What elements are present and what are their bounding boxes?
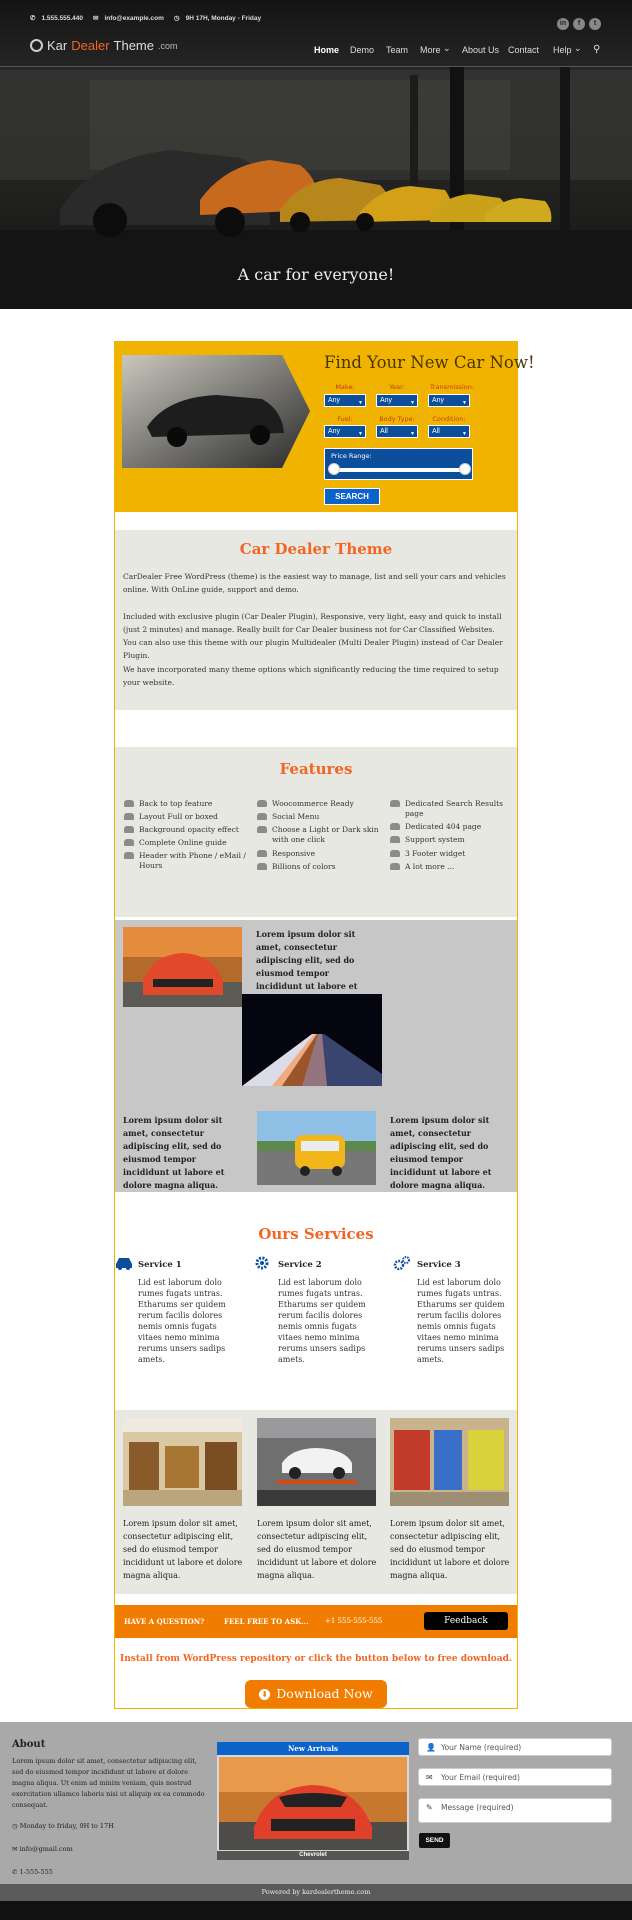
car-icon xyxy=(390,836,400,843)
condition-value: All xyxy=(432,428,440,435)
feature-label: Dedicated Search Results page xyxy=(405,799,504,818)
install-text: Install from WordPress repository or click the button below to free download. xyxy=(120,1654,512,1664)
feature-item xyxy=(272,799,384,809)
top-contact-bar xyxy=(30,14,261,22)
footer-about-title: About xyxy=(12,1739,46,1750)
send-button[interactable]: SEND xyxy=(419,1833,450,1848)
facebook-icon[interactable]: f xyxy=(573,18,585,30)
finder-title: Find Your New Car Now! xyxy=(324,353,535,372)
site-logo[interactable] xyxy=(30,38,178,53)
dropdown-arrow-icon: ▼ xyxy=(358,400,363,406)
about-title: Car Dealer Theme xyxy=(239,540,393,558)
feature-item xyxy=(405,849,517,859)
store-text-2: Lorem ipsum dolor sit amet, consectetur adipiscing elit, sed do eiusmod tempor incididunt ut labore et dolore magna aliqua. xyxy=(257,1519,377,1580)
light-trails-photo xyxy=(242,994,382,1086)
car-icon xyxy=(390,850,400,857)
yellow-van-photo xyxy=(257,1111,376,1185)
chevron-down-icon[interactable]: ⌄ xyxy=(443,43,451,53)
logo-ring-icon xyxy=(30,39,43,52)
top-phone: 1.555.555.440 xyxy=(41,14,84,22)
question-label: HAVE A QUESTION? xyxy=(124,1617,205,1626)
price-range-label: Price Range: xyxy=(331,452,372,460)
footer-hours-text: Monday to friday, 9H to 17H xyxy=(19,1822,114,1830)
nav-more[interactable]: More xyxy=(420,45,441,55)
feature-item xyxy=(139,812,251,822)
feature-label: Choose a Light or Dark skin with one click xyxy=(272,825,379,844)
transmission-value: Any xyxy=(432,397,445,404)
car-icon xyxy=(124,826,134,833)
feature-label: Billions of colors xyxy=(272,862,336,871)
email-icon: ✉ xyxy=(93,15,99,22)
search-button[interactable]: SEARCH xyxy=(324,488,380,505)
footer-email-text[interactable]: info@gmail.com xyxy=(19,1845,73,1853)
body-type-label: Body Type: xyxy=(379,415,415,423)
download-icon: ⬇ xyxy=(259,1689,270,1700)
feature-item xyxy=(405,835,517,845)
new-arrivals-title: New Arrivals xyxy=(217,1742,409,1755)
gallery-text-2: Lorem ipsum dolor sit amet, consectetur adipiscing elit, sed do eiusmod tempor incididunt ut labore et dolore magna aliqua. xyxy=(123,1115,225,1190)
price-min-handle[interactable] xyxy=(328,463,340,475)
car-icon xyxy=(124,813,134,820)
top-email[interactable]: info@example.com xyxy=(104,14,164,22)
gears-icon xyxy=(393,1255,411,1271)
ask-label: FEEL FREE TO ASK... xyxy=(224,1617,309,1626)
message-placeholder: Message (required) xyxy=(441,1803,514,1812)
nav-demo[interactable]: Demo xyxy=(350,45,375,55)
dropdown-arrow-icon: ▼ xyxy=(462,400,467,406)
pencil-icon: ✎ xyxy=(426,1803,433,1812)
feature-label: Dedicated 404 page xyxy=(405,822,482,831)
mustang-photo xyxy=(122,355,310,468)
nav-divider xyxy=(0,66,632,67)
fuel-select[interactable] xyxy=(324,425,366,438)
name-placeholder: Your Name (required) xyxy=(441,1743,522,1752)
car-icon xyxy=(124,852,134,859)
feature-item xyxy=(139,825,251,835)
feature-label: Complete Online guide xyxy=(139,838,227,847)
footer-about-text: Lorem ipsum dolor sit amet, consectetur adipiscing elit, sed do eiusmod tempor incididunt ut labore et dolore magna aliqua. Ut enim ad minim veniam, quis nostrud exercitation ullamco laboris nisi ut aliquip ex ea commodo consequat. xyxy=(12,1757,205,1809)
feature-label: Header with Phone / eMail / Hours xyxy=(139,851,246,870)
feature-item xyxy=(272,812,384,822)
nav-home[interactable]: Home xyxy=(314,45,340,55)
fuel-label: Fuel: xyxy=(337,415,353,423)
nav-help[interactable]: Help xyxy=(553,45,572,55)
nav-team[interactable]: Team xyxy=(386,45,409,55)
feature-label: Support system xyxy=(405,835,465,844)
feature-label: Responsive xyxy=(272,849,316,858)
logo-domain: .com xyxy=(158,40,178,51)
nav-about[interactable]: About Us xyxy=(462,45,500,55)
make-label: Make: xyxy=(335,383,355,391)
feature-label: Woocommerce Ready xyxy=(272,799,354,808)
email-input[interactable] xyxy=(418,1768,612,1786)
download-button[interactable] xyxy=(245,1680,387,1708)
year-select[interactable] xyxy=(376,394,418,407)
fuel-value: Any xyxy=(328,428,341,435)
feature-item xyxy=(139,851,251,871)
car-icon xyxy=(124,800,134,807)
footer-hours xyxy=(12,1821,114,1832)
linkedin-icon[interactable]: in xyxy=(557,18,569,30)
footer-email[interactable] xyxy=(12,1844,73,1855)
price-range xyxy=(324,448,473,480)
name-input[interactable] xyxy=(418,1738,612,1756)
features-title: Features xyxy=(279,760,353,778)
gallery-text-1: Lorem ipsum dolor sit amet, consectetur adipiscing elit, sed do eiusmod tempor incididunt ut labore et xyxy=(256,929,358,991)
logo-suffix: Theme xyxy=(113,38,154,53)
car-icon xyxy=(390,823,400,830)
top-hours: 9H 17H, Monday - Friday xyxy=(185,14,262,22)
year-value: Any xyxy=(380,397,393,404)
feature-item xyxy=(405,862,517,872)
envelope-icon: ✉ xyxy=(426,1773,433,1782)
logo-brand: Dealer xyxy=(71,38,110,53)
feature-label: 3 Footer widget xyxy=(405,849,466,858)
service-3-text: Lid est laborum dolo rumes fugats untras. Etharums ser quidem rerum facilis dolores nemis omnis fugats vitaes nemo minima rerums unsers sadips amets. xyxy=(417,1278,505,1364)
footer-phone xyxy=(12,1867,53,1878)
service-1-text: Lid est laborum dolo rumes fugats untras. Etharums ser quidem rerum facilis dolores nemis omnis fugats vitaes nemo minima rerums unsers sadips amets. xyxy=(138,1278,226,1364)
service-2-title: Service 2 xyxy=(278,1260,322,1270)
search-icon[interactable]: ⚲ xyxy=(593,44,601,55)
body-type-value: All xyxy=(380,428,388,435)
feature-item xyxy=(272,849,384,859)
gallery-text-3: Lorem ipsum dolor sit amet, consectetur adipiscing elit, sed do eiusmod tempor incididunt ut labore et dolore magna aliqua. xyxy=(390,1115,492,1190)
year-label: Year: xyxy=(389,383,405,391)
hero-tagline: A car for everyone! xyxy=(237,265,395,284)
feature-label: A lot more ... xyxy=(405,862,455,871)
footer-phone-text: 1-555-555 xyxy=(19,1868,53,1876)
car-icon xyxy=(257,863,267,870)
services-title: Ours Services xyxy=(258,1225,374,1243)
store-text-3: Lorem ipsum dolor sit amet, consectetur adipiscing elit, sed do eiusmod tempor incididunt ut labore et dolore magna aliqua. xyxy=(390,1519,510,1580)
car-icon xyxy=(257,800,267,807)
logo-prefix: Kar xyxy=(47,38,68,53)
car-icon xyxy=(257,826,267,833)
about-paragraph-2: Included with exclusive plugin (Car Dealer Plugin), Responsive, very light, easy and quick to install (just 2 minutes) and manage. Really built for Car Dealer business not for Car Classified Websites. You can also use this theme with our plugin Multidealer (Multi Dealer Plugin) instead of Car Dealer Plugin. xyxy=(123,612,503,660)
clock-icon: ◷ xyxy=(12,1822,20,1830)
download-label: Download Now xyxy=(276,1686,373,1701)
feature-label: Social Menu xyxy=(272,812,320,821)
red-gtr-photo xyxy=(123,927,242,1007)
service-garage-photo xyxy=(257,1418,376,1506)
about-paragraph-3: We have incorporated many theme options which significantly reducing the time required to setup your website. xyxy=(123,665,499,687)
service-2-text: Lid est laborum dolo rumes fugats untras. Etharums ser quidem rerum facilis dolores nemis omnis fugats vitaes nemo minima rerums unsers sadips amets. xyxy=(278,1278,366,1364)
body-type-select[interactable] xyxy=(376,425,418,438)
email-icon: ✉ xyxy=(12,1845,20,1853)
cta-phone: +1 555-555-555 xyxy=(325,1617,383,1625)
condition-label: Condition: xyxy=(432,415,466,423)
twitter-icon[interactable]: t xyxy=(589,18,601,30)
hero-banner xyxy=(0,0,632,309)
about-paragraph-1: CarDealer Free WordPress (theme) is the easiest way to manage, list and sell your cars and vehicles online. With OnLine guide, support and demo. xyxy=(123,572,506,594)
gear-icon xyxy=(255,1256,269,1270)
message-textarea[interactable] xyxy=(418,1798,612,1823)
feature-item xyxy=(272,862,384,872)
transmission-label: Transmission: xyxy=(429,383,475,391)
new-arrivals-widget[interactable] xyxy=(217,1742,409,1860)
nav-contact[interactable]: Contact xyxy=(508,45,540,55)
feature-item xyxy=(139,838,251,848)
arrival-car-photo[interactable] xyxy=(219,1757,407,1850)
make-select[interactable] xyxy=(324,394,366,407)
feature-label: Layout Full or boxed xyxy=(139,812,218,821)
price-slider-track[interactable] xyxy=(333,468,466,472)
store-text-1: Lorem ipsum dolor sit amet, consectetur adipiscing elit, sed do eiusmod tempor incididunt ut labore et dolore magna aliqua. xyxy=(123,1519,243,1580)
service-3-title: Service 3 xyxy=(417,1260,461,1270)
email-placeholder: Your Email (required) xyxy=(441,1773,520,1782)
auto-parts-aisle-photo xyxy=(390,1418,509,1506)
dropdown-arrow-icon: ▼ xyxy=(410,400,415,406)
feature-item xyxy=(405,822,517,832)
powered-by: Powered by kardealertheme.com xyxy=(0,1884,632,1901)
car-icon xyxy=(124,839,134,846)
feature-label: Background opacity effect xyxy=(139,825,239,834)
car-icon xyxy=(390,863,400,870)
feedback-button[interactable]: Feedback xyxy=(424,1612,508,1630)
user-icon: 👤 xyxy=(426,1743,436,1752)
phone-icon: ✆ xyxy=(12,1868,20,1876)
condition-select[interactable] xyxy=(428,425,470,438)
feature-item xyxy=(272,825,384,845)
store-shelves-photo xyxy=(123,1418,242,1506)
phone-icon: ✆ xyxy=(30,15,36,22)
dropdown-arrow-icon: ▼ xyxy=(358,431,363,437)
dropdown-arrow-icon: ▼ xyxy=(410,431,415,437)
car-icon xyxy=(257,813,267,820)
car-icon xyxy=(114,1256,134,1270)
chevron-down-icon[interactable]: ⌄ xyxy=(574,43,582,53)
dropdown-arrow-icon: ▼ xyxy=(462,431,467,437)
transmission-select[interactable] xyxy=(428,394,470,407)
car-icon xyxy=(390,800,400,807)
feature-item xyxy=(405,799,517,819)
price-max-handle[interactable] xyxy=(459,463,471,475)
arrival-caption: Chevrolet xyxy=(217,1851,409,1860)
car-icon xyxy=(257,850,267,857)
make-value: Any xyxy=(328,397,341,404)
page-bottom-bar xyxy=(0,1901,632,1920)
service-1-title: Service 1 xyxy=(138,1260,182,1270)
feature-label: Back to top feature xyxy=(139,799,213,808)
feature-item xyxy=(139,799,251,809)
clock-icon: ◷ xyxy=(173,15,180,22)
